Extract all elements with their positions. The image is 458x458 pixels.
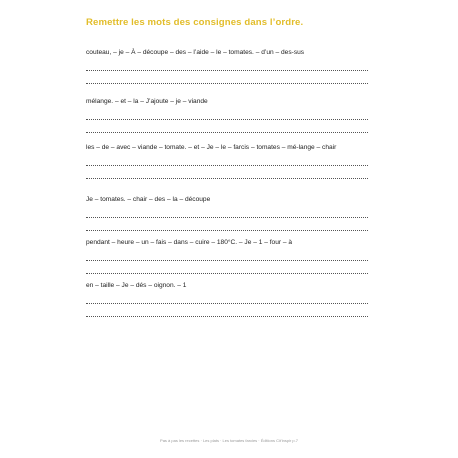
exercise-1 xyxy=(86,48,368,84)
exercise-5 xyxy=(86,238,368,274)
page-footer: Pas à pas les recettes · Les plats · Les tomates farcies · Éditions Cit'inspir p.7 xyxy=(160,438,298,443)
answer-line[interactable] xyxy=(86,260,368,261)
answer-line[interactable] xyxy=(86,273,368,274)
exercise-6 xyxy=(86,281,368,317)
scrambled-words: pendant – heure – un – fais – dans – cuire – 180°C. – Je – 1 – four – à xyxy=(86,239,293,246)
scrambled-words: les – de – avec – viande – tomate. – et – Je – le – farcis – tomates – mé-lange – chair xyxy=(86,144,337,151)
answer-line[interactable] xyxy=(86,303,368,304)
answer-line[interactable] xyxy=(86,165,368,166)
answer-line[interactable] xyxy=(86,132,368,133)
answer-line[interactable] xyxy=(86,83,368,84)
answer-line[interactable] xyxy=(86,230,368,231)
scrambled-words: Je – tomates. – chair – des – la – découpe xyxy=(86,196,211,203)
exercise-2 xyxy=(86,97,368,133)
answer-line[interactable] xyxy=(86,70,368,71)
scrambled-words: mélange. – et – la – J’ajoute – je – viande xyxy=(86,98,208,105)
answer-line[interactable] xyxy=(86,316,368,317)
exercise-4 xyxy=(86,195,368,231)
scrambled-words: en – taille – Je – dés – oignon. – 1 xyxy=(86,282,187,289)
exercise-3 xyxy=(86,143,368,179)
answer-line[interactable] xyxy=(86,178,368,179)
page-title: Remettre les mots des consignes dans l’ordre. xyxy=(86,17,304,28)
answer-line[interactable] xyxy=(86,119,368,120)
answer-line[interactable] xyxy=(86,217,368,218)
scrambled-words: couteau, – je – À – découpe – des – l’aide – le – tomates. – d’un – des-sus xyxy=(86,49,305,56)
